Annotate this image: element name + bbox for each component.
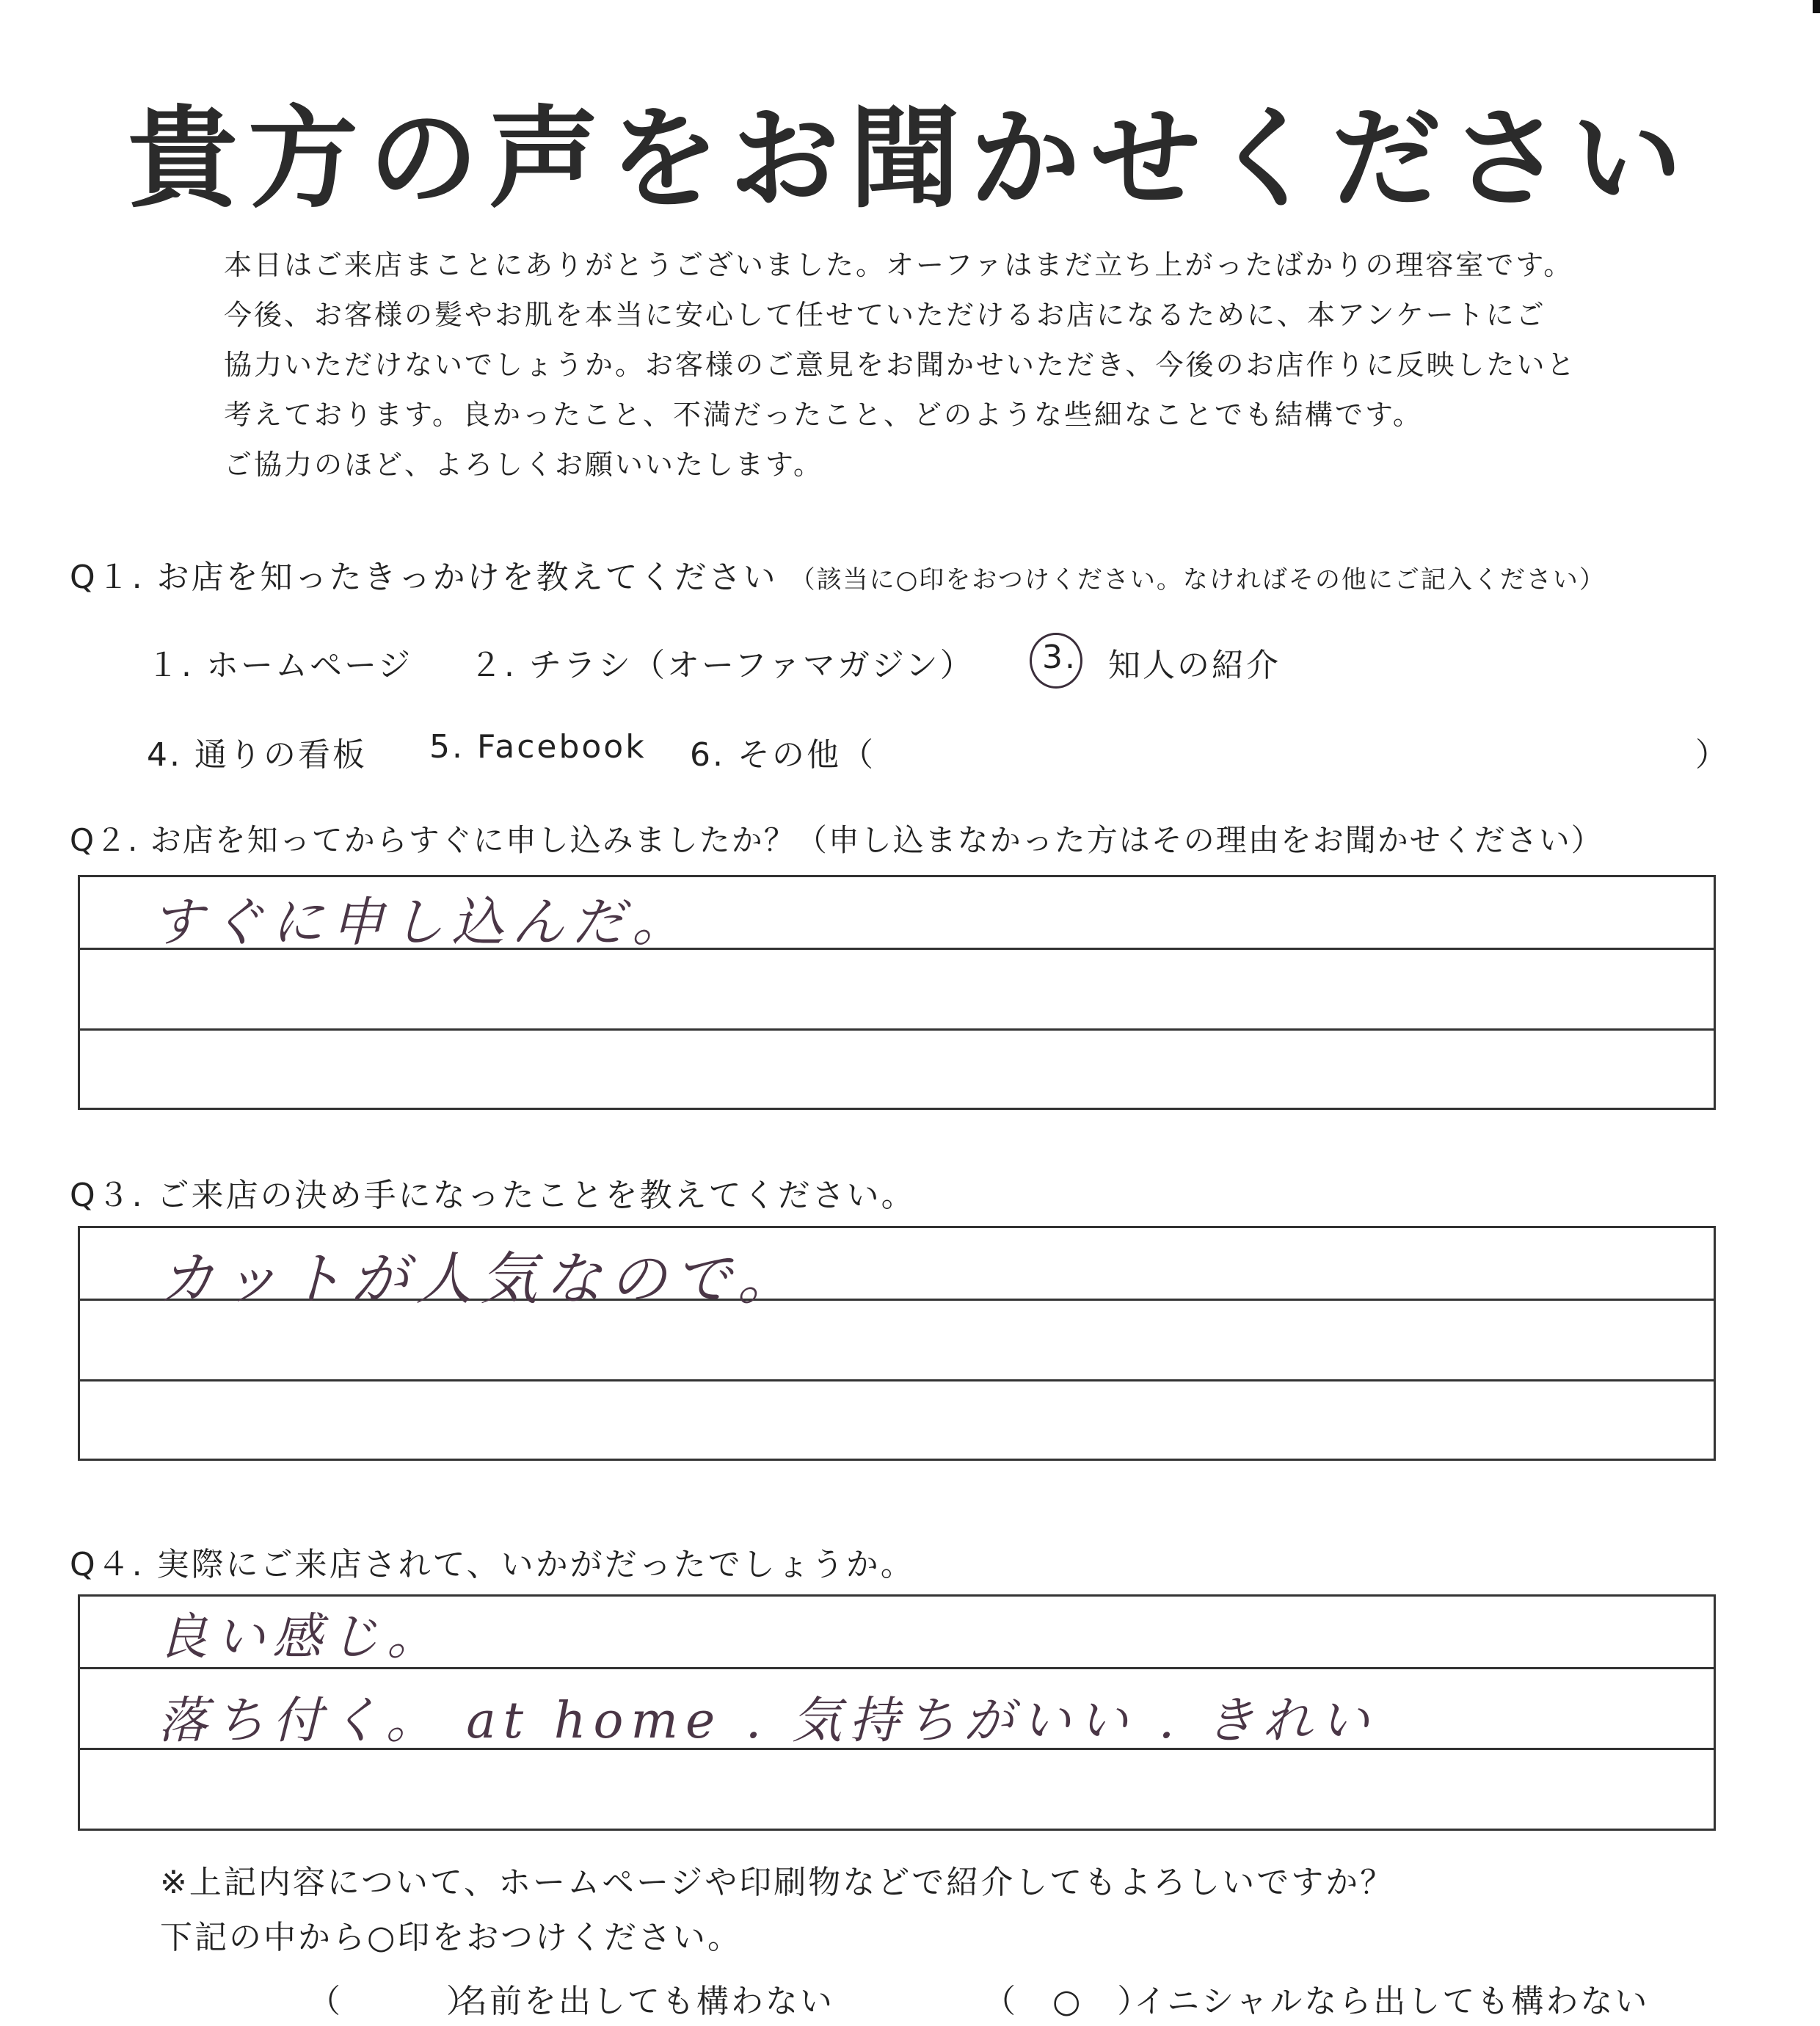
q1-option-6-close: ） — [1695, 736, 1730, 774]
scan-edge-mark — [1813, 0, 1820, 13]
q3-rule-2 — [80, 1379, 1714, 1381]
q1-option-3-number[interactable]: 3. — [1042, 639, 1077, 676]
q2-rule-2 — [80, 1028, 1714, 1031]
q2-question: Q２. お店を知ってからすぐに申し込みましたか？（申し込まなかった方はその理由をお聞かせください） — [70, 822, 1604, 858]
consent-name-checkbox[interactable]: （ ） — [308, 1983, 481, 2020]
consent-initial-checkbox[interactable]: （ ○ ） — [983, 1983, 1152, 2020]
q1-option-3-circle-mark — [1030, 633, 1082, 689]
page-title: 貴方の声をお聞かせください — [127, 95, 1692, 223]
q4-handwritten-answer-line-2: 落ち付く。 at home . 気持ちがいい . きれい — [158, 1692, 1377, 1750]
q1-option-4[interactable]: 4. 通りの看板 — [147, 736, 367, 774]
intro-line-1: 本日はご来店まことにありがとうございました。オーファはまだ立ち上がったばかりの理容室です。 — [224, 249, 1574, 281]
q1-option-5[interactable]: 5. Facebook — [429, 728, 647, 766]
q1-option-6[interactable]: 6. その他（ — [690, 736, 876, 774]
q1-option-1[interactable]: １. ホームページ — [147, 647, 413, 684]
consent-instruction: 下記の中から○印をおつけください。 — [160, 1919, 742, 1956]
intro-line-3: 協力いただけないでしょうか。お客様のご意見をお聞かせいただき、今後のお店作りに反映したいと — [224, 349, 1577, 381]
intro-line-5: ご協力のほど、よろしくお願いいたします。 — [224, 449, 823, 481]
consent-name-label: 名前を出しても構わない — [455, 1983, 834, 2020]
q1-note: （該当に○印をおつけください。なければその他にご記入ください） — [790, 565, 1606, 595]
q3-question: Q３. ご来店の決め手になったことを教えてください。 — [70, 1177, 916, 1214]
consent-initial-label: イニシャルなら出しても構わない — [1134, 1983, 1650, 2020]
q3-handwritten-answer: カットが人気なので。 — [158, 1246, 802, 1312]
consent-question: ※上記内容について、ホームページや印刷物などで紹介してもよろしいですか？ — [160, 1864, 1395, 1901]
q1-label: Q１. お店を知ったきっかけを教えてください — [70, 559, 778, 596]
q4-handwritten-answer-line-1: 良い感じ。 — [158, 1608, 445, 1666]
q4-question: Q４. 実際にご来店されて、いかがだったでしょうか。 — [70, 1546, 915, 1583]
intro-line-2: 今後、お客様の髪やお肌を本当に安心して任せていただけるお店になるために、本アンケートにご — [224, 299, 1546, 331]
q1-question — [70, 551, 1606, 598]
intro-line-4: 考えております。良かったこと、不満だったこと、どのような些細なことでも結構です。 — [224, 399, 1423, 431]
q1-option-2[interactable]: ２. チラシ（オーファマガジン） — [470, 647, 975, 684]
q1-option-3[interactable]: 知人の紹介 — [1108, 647, 1281, 684]
q2-handwritten-answer: すぐに申し込んだ。 — [150, 891, 693, 953]
